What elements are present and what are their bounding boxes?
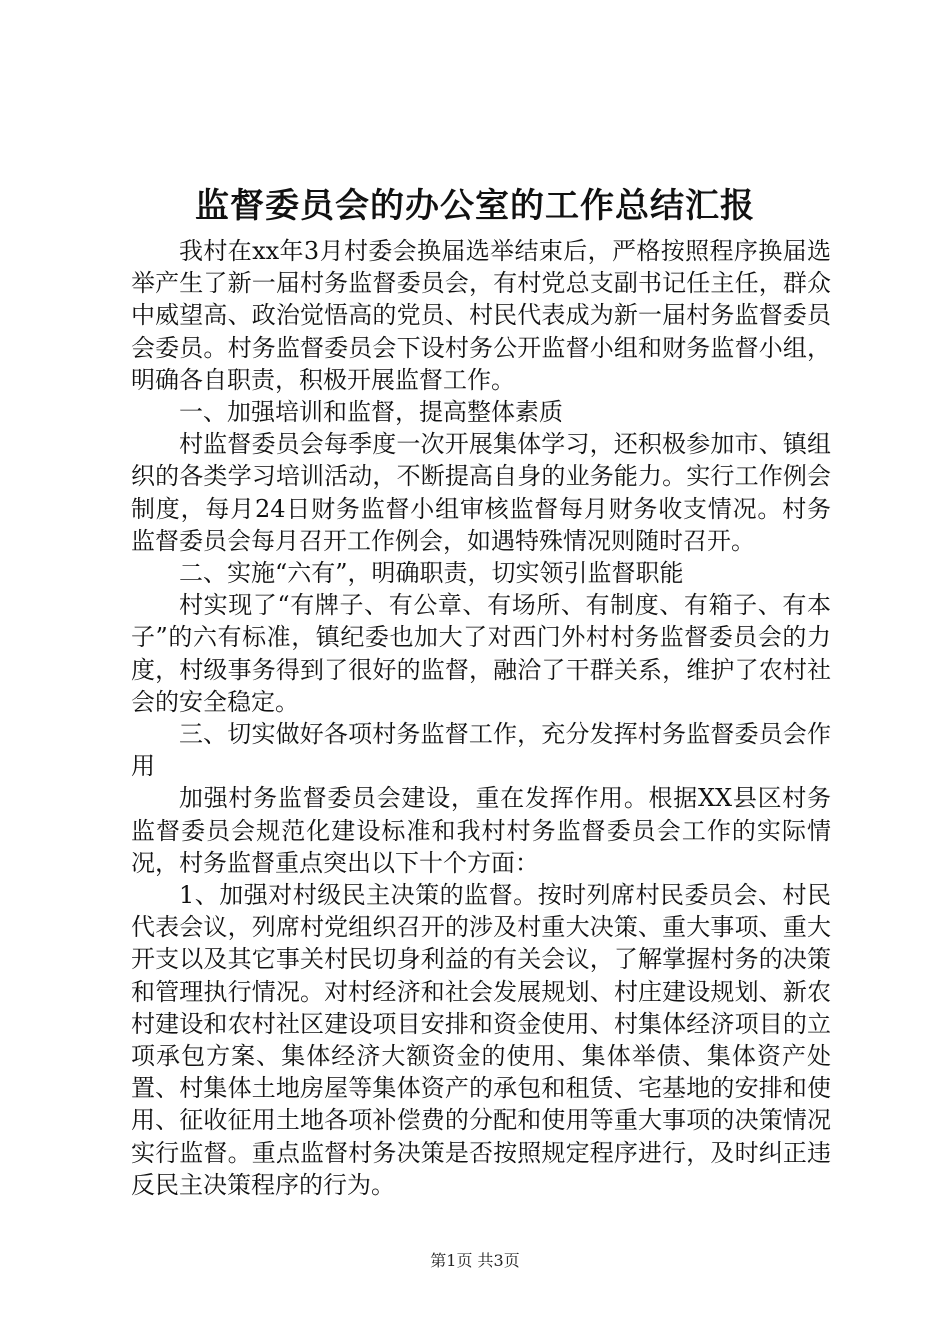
page-number-footer: 第1页 共3页 [430, 1251, 520, 1270]
paragraph-intro: 我村在xx年3月村委会换届选举结束后，严格按照程序换届选举产生了新一届村务监督委员会，有村党总支副书记任主任，群众中威望高、政治觉悟高的党员、村民代表成为新一届村务监督委员会委员。村务监督委员会下设村务公开监督小组和财务监督小组，明确各自职责，积极开展监督工作。 [131, 237, 831, 394]
paragraph-section-1: 村监督委员会每季度一次开展集体学习，还积极参加市、镇组织的各类学习培训活动，不断提高自身的业务能力。实行工作例会制度，每月24日财务监督小组审核监督每月财务收支情况。村务监督委员会每月召开工作例会，如遇特殊情况则随时召开。 [131, 430, 831, 555]
page-title: 监督委员会的办公室的工作总结汇报 [195, 186, 755, 226]
paragraph-section-2: 村实现了“有牌子、有公章、有场所、有制度、有箱子、有本子”的六有标准，镇纪委也加大了对西门外村村务监督委员会的力度，村级事务得到了很好的监督，融洽了干群关系，维护了农村社会的安全稳定。 [131, 591, 831, 716]
section-heading-3: 三、切实做好各项村务监督工作，充分发挥村务监督委员会作用 [131, 720, 831, 781]
paragraph-section-3: 加强村务监督委员会建设，重在发挥作用。根据XX县区村务监督委员会规范化建设标准和我村村务监督委员会工作的实际情况，村务监督重点突出以下十个方面： [131, 784, 831, 877]
paragraph-item-1: 1、加强对村级民主决策的监督。按时列席村民委员会、村民代表会议，列席村党组织召开的涉及村重大决策、重大事项、重大开支以及其它事关村民切身利益的有关会议，了解掌握村务的决策和管理执行情况。对村经济和社会发展规划、村庄建设规划、新农村建设和农村社区建设项目安排和资金使用、村集体经济项目的立项承包方案、集体经济大额资金的使用、集体举债、集体资产处置、村集体土地房屋等集体资产的承包和租赁、宅基地的安排和使用、征收征用土地各项补偿费的分配和使用等重大事项的决策情况实行监督。重点监督村务决策是否按照规定程序进行，及时纠正违反民主决策程序的行为。 [131, 881, 831, 1199]
section-heading-2: 二、实施“六有”，明确职责，切实领引监督职能 [179, 559, 684, 588]
document-body [131, 235, 831, 1201]
section-heading-1: 一、加强培训和监督，提高整体素质 [179, 398, 563, 427]
